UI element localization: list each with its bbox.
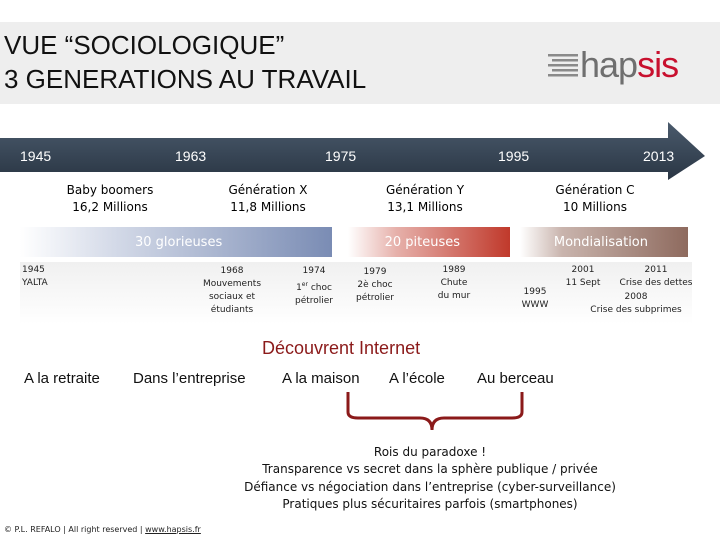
hapsis-logo bbox=[548, 44, 679, 85]
context-berceau: Au berceau bbox=[477, 370, 554, 387]
event-1968: 1968 Mouvements sociaux et étudiants bbox=[202, 266, 262, 315]
logo-lines-icon bbox=[548, 52, 580, 78]
generation-y: Génération Y 13,1 Millions bbox=[385, 183, 465, 214]
year-1945: 1945 bbox=[20, 148, 52, 164]
footer bbox=[4, 525, 201, 534]
title-line-1: VUE “SOCIOLOGIQUE” bbox=[4, 30, 285, 60]
generation-x: Génération X 11,8 Millions bbox=[228, 183, 308, 214]
conclusion-line-3: Pratiques plus sécuritaires parfois (smartphones) bbox=[282, 497, 578, 511]
era-30-glorieuses: 30 glorieuses bbox=[20, 227, 332, 257]
conclusion-heading: Rois du paradoxe ! bbox=[373, 445, 487, 459]
timeline-years bbox=[0, 138, 720, 174]
event-2001: 2001 11 Sept bbox=[565, 265, 601, 288]
event-1995: 1995 WWW bbox=[521, 287, 549, 310]
event-1945: 1945 YALTA bbox=[22, 265, 48, 288]
footer-copyright: © P.L. REFALO | All right reserved | bbox=[4, 525, 146, 534]
era-20-piteuses: 20 piteuses bbox=[348, 227, 510, 257]
event-1974: 1974 1er choc pétrolier bbox=[294, 266, 334, 306]
event-1979: 1979 2è choc pétrolier bbox=[355, 267, 395, 303]
generation-baby-boomers: Baby boomers 16,2 Millions bbox=[66, 183, 154, 214]
discover-internet-heading: Découvrent Internet bbox=[262, 338, 421, 358]
title-line-2: 3 GENERATIONS AU TRAVAIL bbox=[4, 64, 367, 94]
year-1995: 1995 bbox=[498, 148, 530, 164]
context-retraite: A la retraite bbox=[24, 370, 100, 387]
conclusion-line-1: Transparence vs secret dans la sphère publique / privée bbox=[262, 462, 598, 476]
year-1963: 1963 bbox=[175, 148, 207, 164]
conclusion-line-2: Défiance vs négociation dans l’entreprise (cyber-surveillance) bbox=[244, 479, 616, 494]
year-1975: 1975 bbox=[325, 148, 357, 164]
context-ecole: A l’école bbox=[389, 370, 445, 387]
context-entreprise: Dans l’entreprise bbox=[133, 370, 246, 387]
context-maison: A la maison bbox=[282, 370, 360, 387]
grouping-brace bbox=[340, 388, 530, 438]
conclusion-lines bbox=[200, 461, 660, 514]
page-title bbox=[4, 28, 366, 96]
year-2013: 2013 bbox=[643, 148, 675, 164]
footer-link[interactable]: www.hapsis.fr bbox=[145, 525, 201, 534]
logo-text-sis: sis bbox=[637, 44, 679, 85]
event-2008: 2008 Crise des subprimes bbox=[590, 292, 682, 315]
event-2011: 2011 Crise des dettes bbox=[619, 265, 693, 288]
era-mondialisation: Mondialisation bbox=[520, 227, 688, 257]
logo-text-hap: hap bbox=[580, 44, 638, 85]
event-1989: 1989 Chute du mur bbox=[437, 265, 471, 301]
generation-c: Génération C 10 Millions bbox=[555, 183, 635, 214]
